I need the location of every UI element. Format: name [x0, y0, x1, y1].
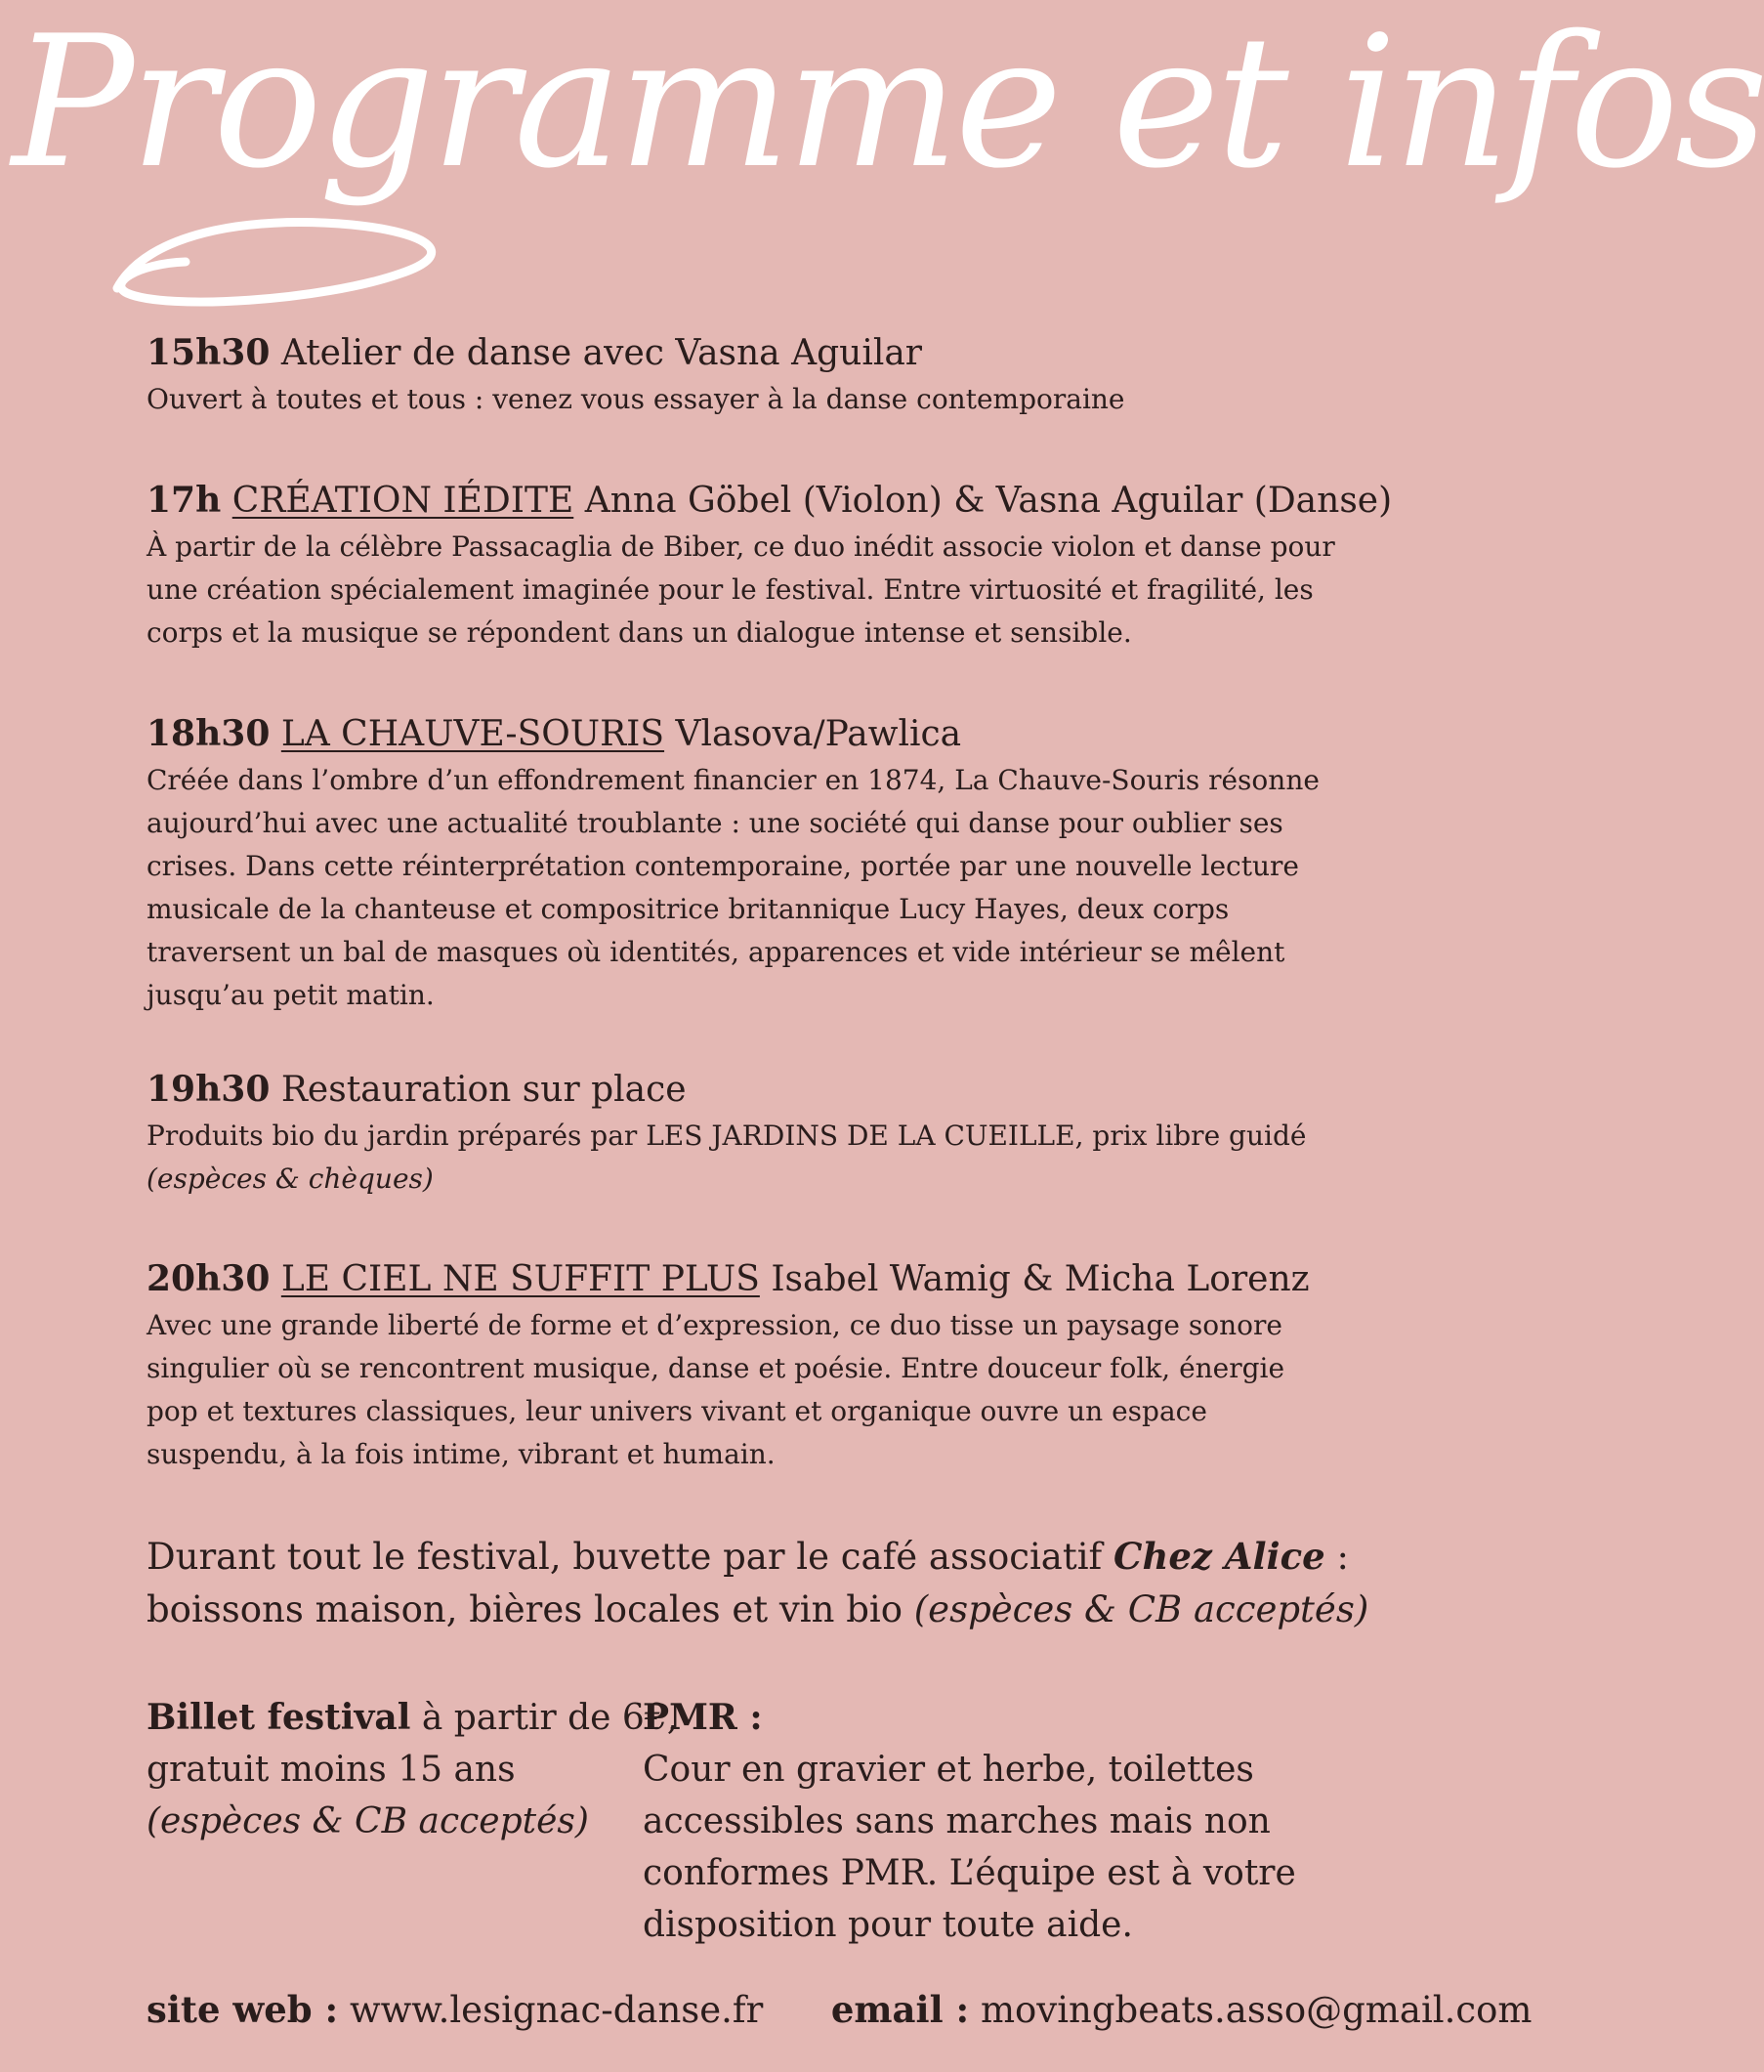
description-line: Créée dans l’ombre d’un effondrement financier en 1874, La Chauve-Souris résonne	[147, 764, 1320, 796]
page-title: Programme et infos	[12, 0, 1764, 208]
cafe-name: Chez Alice	[1113, 1535, 1325, 1578]
buvette-line-1	[147, 1530, 1368, 1584]
pmr-label: PMR :	[643, 1697, 763, 1738]
event-18h30	[147, 711, 1358, 1017]
pmr-line: Cour en gravier et herbe, toilettes	[643, 1750, 1254, 1790]
event-text: Anna Göbel (Violon) & Vasna Aguilar (Danse)	[584, 481, 1393, 521]
ticket-info	[147, 1692, 679, 1847]
site-link[interactable]: www.lesignac-danse.fr	[349, 1989, 764, 2031]
event-header	[147, 478, 1393, 524]
description-line: Produits bio du jardin préparés par LES JARDINS DE LA CUEILLE, prix libre guidé	[147, 1120, 1307, 1152]
event-text: Restauration sur place	[280, 1070, 687, 1110]
description-line: Ouvert à toutes et tous : venez vous essayer à la danse contemporaine	[147, 383, 1125, 415]
description-line: une création spécialement imaginée pour le festival. Entre virtuosité et fragilité, les	[147, 573, 1314, 606]
event-header	[147, 711, 1358, 757]
event-time: 17h	[147, 480, 222, 521]
site-label: site web :	[147, 1988, 339, 2031]
event-20h30	[147, 1256, 1358, 1476]
event-time: 20h30	[147, 1258, 271, 1299]
event-title: LA CHAUVE-SOURIS	[280, 714, 665, 754]
event-title: LE CIEL NE SUFFIT PLUS	[280, 1259, 760, 1299]
buvette-text: Durant tout le festival, buvette par le café associatif	[147, 1536, 1103, 1578]
ticket-line-2: gratuit moins 15 ans	[147, 1750, 516, 1790]
event-time: 15h30	[147, 332, 271, 373]
event-description	[147, 526, 1358, 655]
event-header	[147, 1256, 1358, 1302]
event-19h30	[147, 1067, 1358, 1201]
event-description	[147, 1115, 1358, 1201]
event-text: Isabel Wamig & Micha Lorenz	[771, 1259, 1310, 1299]
event-title: CRÉATION IÉDITE	[231, 481, 574, 521]
buvette-info	[147, 1530, 1368, 1636]
ticket-price: à partir de 6€,	[421, 1698, 679, 1738]
payment-note: (espèces & CB acceptés)	[913, 1588, 1369, 1630]
contact-footer	[147, 1983, 1532, 2037]
buvette-colon: :	[1336, 1536, 1349, 1578]
buvette-line-2	[147, 1584, 1368, 1636]
pmr-line: accessibles sans marches mais non	[643, 1801, 1271, 1841]
buvette-text: boissons maison, bières locales et vin bio	[147, 1588, 903, 1630]
description-line: traversent un bal de masques où identités, apparences et vide intérieur se mêlent	[147, 936, 1285, 968]
pmr-line: disposition pour toute aide.	[643, 1905, 1133, 1945]
description-line: pop et textures classiques, leur univers vivant et organique ouvre un espace	[147, 1395, 1207, 1427]
event-time: 19h30	[147, 1069, 271, 1110]
description-line: aujourd’hui avec une actualité troublante : une société qui danse pour oublier ses	[147, 807, 1283, 839]
description-note: (espèces & chèques)	[147, 1163, 434, 1195]
description-line: crises. Dans cette réinterprétation contemporaine, portée par une nouvelle lecture	[147, 850, 1299, 882]
description-line: suspendu, à la fois intime, vibrant et humain.	[147, 1438, 776, 1470]
title-swash-decoration	[107, 195, 479, 313]
ticket-line-1	[147, 1692, 679, 1744]
description-line: À partir de la célèbre Passacaglia de Biber, ce duo inédit associe violon et danse pour	[147, 530, 1335, 563]
email-link[interactable]: movingbeats.asso@gmail.com	[980, 1989, 1533, 2031]
event-header	[147, 330, 1358, 376]
description-line: musicale de la chanteuse et compositrice britannique Lucy Hayes, deux corps	[147, 893, 1230, 925]
event-header	[147, 1067, 1358, 1113]
description-line: corps et la musique se répondent dans un dialogue intense et sensible.	[147, 616, 1132, 649]
email-label: email :	[830, 1988, 970, 2031]
pmr-info	[643, 1692, 1365, 1951]
event-15h30	[147, 330, 1358, 421]
event-text: Atelier de danse avec Vasna Aguilar	[280, 333, 923, 373]
event-description	[147, 1304, 1358, 1476]
event-description	[147, 759, 1358, 1017]
event-description	[147, 378, 1358, 421]
event-time: 18h30	[147, 713, 271, 754]
event-text: Vlasova/Pawlica	[675, 714, 962, 754]
ticket-label: Billet festival	[147, 1697, 411, 1738]
description-line: singulier où se rencontrent musique, danse et poésie. Entre douceur folk, énergie	[147, 1352, 1285, 1384]
ticket-payment-note: (espèces & CB acceptés)	[147, 1801, 589, 1841]
description-line: Avec une grande liberté de forme et d’expression, ce duo tisse un paysage sonore	[147, 1309, 1282, 1341]
pmr-line: conformes PMR. L’équipe est à votre	[643, 1853, 1296, 1893]
event-17h	[147, 478, 1393, 655]
description-line: jusqu’au petit matin.	[147, 979, 435, 1011]
